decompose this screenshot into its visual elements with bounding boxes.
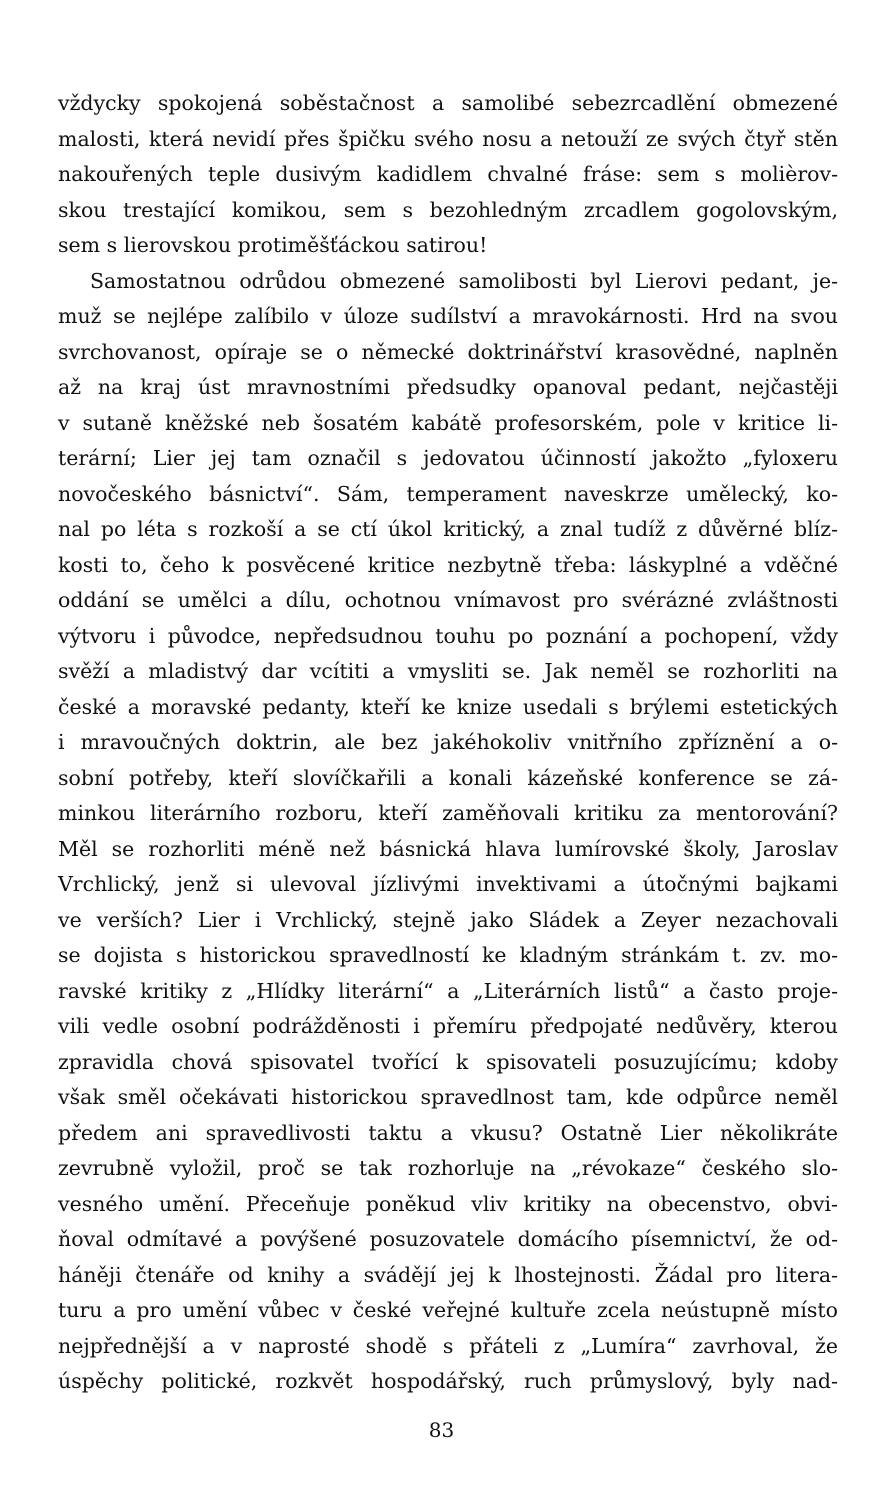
text-line: úspěchy politické, rozkvět hospodářský, ruch průmyslový, byly nad- [58,1369,838,1393]
text-line: Měl se rozhorliti méně než básnická hlava lumírovské školy, Jaroslav [58,836,838,861]
text-line: až na kraj úst mravnostními předsudky opanoval pedant, nejčastěji [58,375,838,399]
text-line: nejpřednější a v naprosté shodě s přáteli z „Lumíra“ zavrhoval, že [58,1333,838,1358]
text-line: háněji čtenáře od knihy a svádějí jej k lhostejnosti. Žádal pro litera- [58,1262,838,1287]
text-line: novočeského básnictví“. Sám, temperament naveskrze umělecký, ko- [58,481,838,506]
text-line: vili vedle osobní podrážděnosti i přemíru předpojaté nedůvěry, kterou [58,1014,838,1038]
text-line: sem s lierovskou protiměšťáckou satirou! [58,233,488,257]
text-line: vždycky spokojená soběstačnost a samolibé sebezrcadlění obmezené [58,91,838,115]
text-line: ve verších? Lier i Vrchlický, stejně jako Sládek a Zeyer nezachovali [58,907,838,932]
text-line: vesného umění. Přeceňuje poněkud vliv kritiky na obecenstvo, obvi- [58,1191,838,1216]
text-line: kosti to, čeho k posvěcené kritice nezbytně třeba: láskyplné a vděčné [58,552,838,577]
text-line: nal po léta s rozkoší a se ctí úkol kritický, a znal tudíž z důvěrné blíz- [58,517,838,541]
text-line: však směl očekávati historickou spravedlnost tam, kde odpůrce neměl [58,1085,838,1109]
text-line: zpravidla chová spisovatel tvořící k spisovateli posuzujícímu; kdoby [58,1049,838,1074]
page-number: 83 [428,1418,455,1442]
text-line: terární; Lier jej tam označil s jedovatou účinností jakožto „fyloxeru [58,446,838,470]
text-line: skou trestající komikou, sem s bezohledným zrcadlem gogolovským, [58,197,838,222]
text-line: svrchovanost, opíraje se o německé doktrinářství krasovědné, naplněn [58,339,838,364]
text-line: ravské kritiky z „Hlídky literární“ a „Literárních listů“ a často proje- [58,978,838,1003]
paragraph-lier-pedant [58,264,838,1400]
text-line: výtvoru i původce, nepředsudnou touhu po poznání a pochopení, vždy [58,623,838,648]
text-line: v sutaně kněžské neb šosatém kabátě profesorském, pole v kritice li- [58,410,838,435]
paragraph-continuation [58,86,838,264]
text-line: předem ani spravedlivosti taktu a vkusu? Ostatně Lier několikráte [58,1120,838,1145]
text-line: se dojista s historickou spravedlností ke kladným stránkám t. zv. mo- [58,943,838,967]
text-line: Vrchlický, jenž si ulevoval jízlivými invektivami a útočnými bajkami [58,872,838,896]
body-text [58,86,838,1400]
text-line: malosti, která nevidí přes špičku svého nosu a netouží ze svých čtyř stěn [58,126,838,151]
text-line: i mravoučných doktrin, ale bez jakéhokoliv vnitřního zpříznění a o- [58,730,838,754]
text-line: turu a pro umění vůbec v české veřejné kultuře zcela neústupně místo [58,1298,838,1322]
text-line: oddání se umělci a dílu, ochotnou vnímavost pro svérázné zvláštnosti [58,588,838,612]
text-line: zevrubně vyložil, proč se tak rozhorluje na „révokaze“ českého slo- [58,1156,838,1180]
text-line: muž se nejlépe zalíbilo v úloze sudílství a mravokárnosti. Hrd na svou [58,304,838,328]
text-line: Samostatnou odrůdou obmezené samolibosti byl Lierovi pedant, je- [90,268,838,293]
text-line: ňoval odmítavé a povýšené posuzovatele domácího písemnictví, že od- [58,1227,838,1251]
text-line: české a moravské pedanty, kteří ke knize usedali s brýlemi estetických [58,694,838,719]
text-line: svěží a mladistvý dar vcítiti a vmysliti se. Jak neměl se rozhorliti na [58,659,838,683]
text-line: sobní potřeby, kteří slovíčkařili a konali kázeňské konference se zá- [58,765,838,790]
text-line: minkou literárního rozboru, kteří zaměňovali kritiku za mentorování? [58,801,838,825]
text-line: nakouřených teple dusivým kadidlem chvalné fráse: sem s molièrov- [58,162,838,186]
